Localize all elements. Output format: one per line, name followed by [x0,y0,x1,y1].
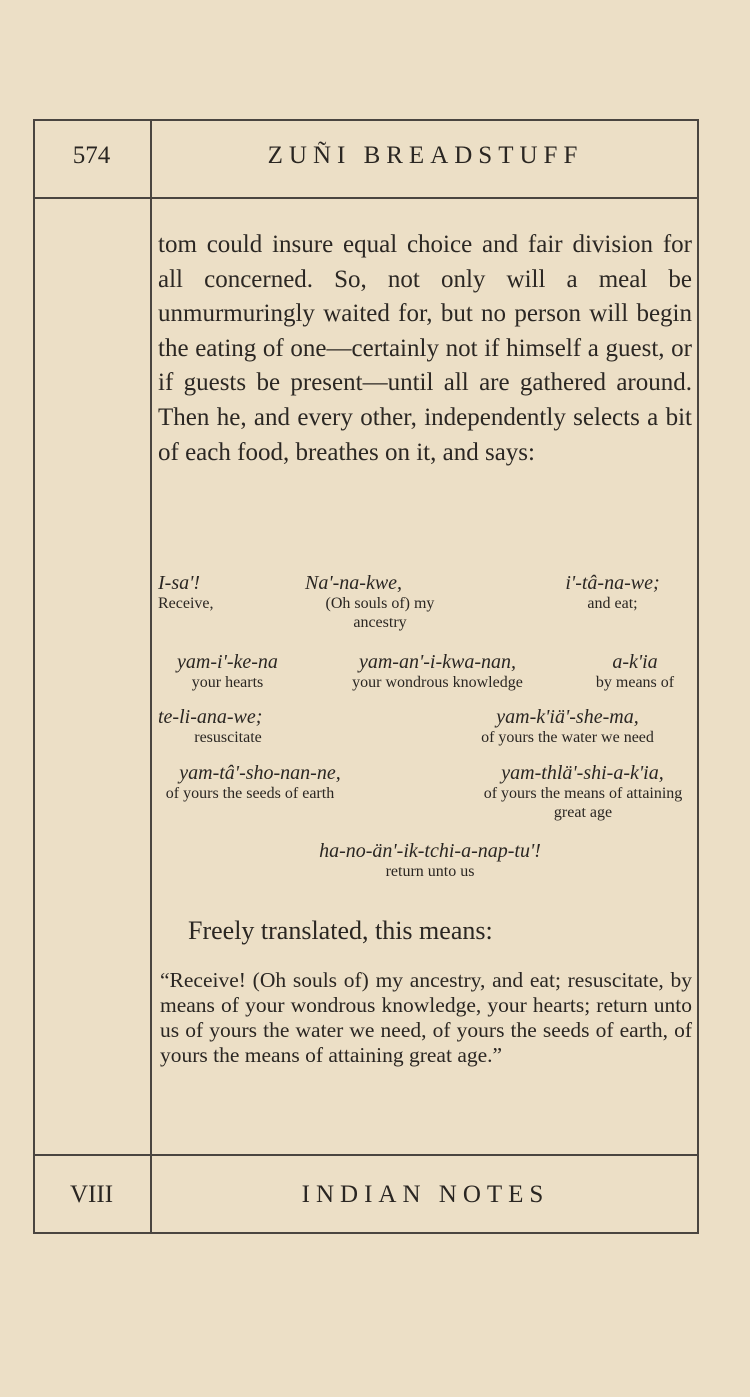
gloss [230,840,630,881]
gloss-english: your hearts [191,674,264,691]
body-paragraph: tom could insure equal choice and fair division for all concerned. So, not only will a meal be unmurmuringly waited for, but no person will begin the eating of one—certainly not if himself a guest, or if guests be present—until all are gathered around. Then he, and every other, independently selects a bit of each food, breathes on it, and says: [158,231,692,466]
gloss [440,706,695,747]
gloss-english: Receive, [158,595,214,612]
gloss-zuni: te-li-ana-we; [158,706,263,728]
gloss-zuni: a-k'ia [612,651,658,673]
gloss-zuni: Na'-na-kwe, [305,572,403,594]
gloss [530,572,695,613]
gloss-english: by means of [595,674,675,691]
gloss-english: of yours the seeds of earth [165,785,335,802]
gloss-zuni: yam-thlä'-shi-a-k'ia, [501,762,664,784]
running-foot: INDIAN NOTES [301,1181,550,1208]
gloss [305,572,485,632]
translation-heading: Freely translated, this means: [188,916,493,945]
gloss [315,651,560,692]
margin-column-divider [150,119,152,1234]
page-number: 574 [72,142,111,169]
gloss-english: (Oh souls of) my ancestry [325,595,435,631]
gloss-zuni: i'-tâ-na-we; [565,572,660,594]
gloss-english: of yours the water we need [481,729,654,746]
gloss-english: of yours the means of attaining great age [483,785,683,821]
gloss-zuni: I-sa'! [158,572,201,594]
translation-paragraph: “Receive! (Oh souls of) my ancestry, and eat; resuscitate, by means of your wondrous knowledge, your hearts; return unto us of yours the water we need, of yours the seeds of earth, of yours the means of attaining great age.” [160,968,692,1067]
volume-number: VIII [69,1181,114,1208]
gloss [575,651,695,692]
running-head: ZUÑI BREADSTUFF [267,142,584,169]
gloss-zuni: ha-no-än'-ik-tchi-a-nap-tu'! [319,840,541,862]
gloss-english: return unto us [385,863,475,880]
gloss [158,706,298,747]
gloss [465,762,700,822]
gloss-zuni: yam-k'iä'-she-ma, [496,706,639,728]
gloss-english: and eat; [587,595,638,612]
header-divider [33,197,699,199]
gloss-english: your wondrous knowledge [352,674,523,691]
gloss [155,651,300,692]
gloss-zuni: yam-tâ'-sho-nan-ne, [179,762,341,784]
gloss-english: resuscitate [194,729,262,746]
gloss-zuni: yam-i'-ke-na [177,651,278,673]
gloss-zuni: yam-an'-i-kwa-nan, [358,651,516,673]
gloss [155,762,365,803]
gloss [158,572,258,613]
footer-divider [33,1154,699,1156]
